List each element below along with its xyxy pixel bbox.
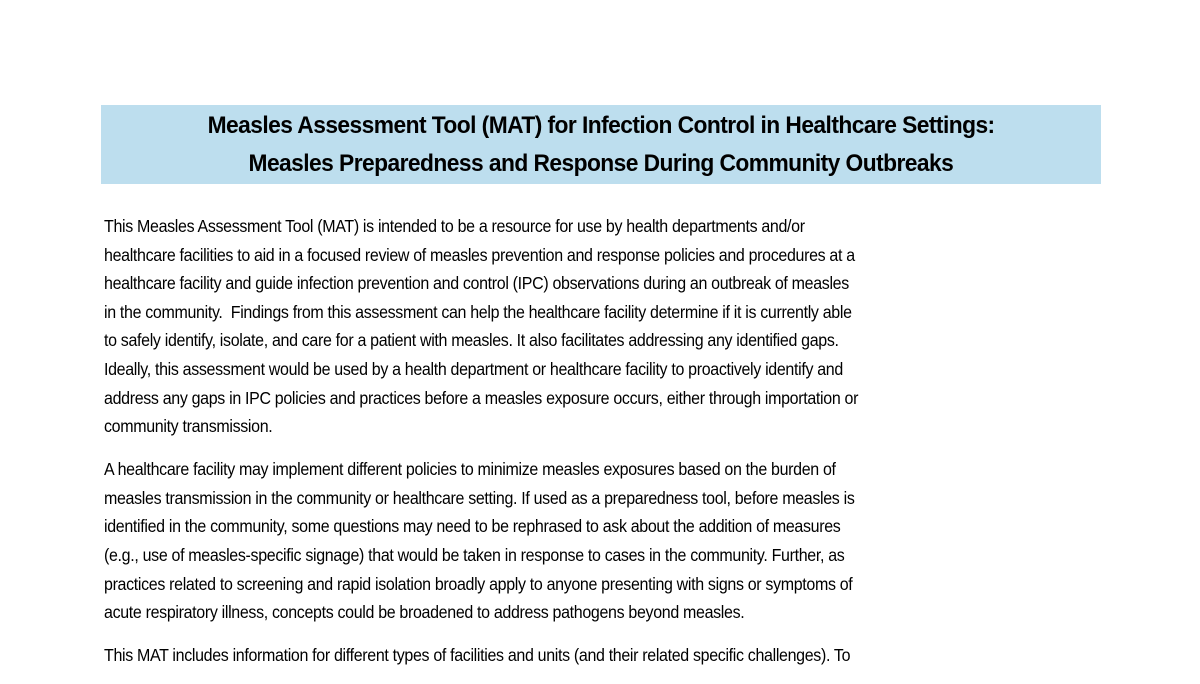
paragraph-policies [104, 455, 1104, 627]
text-line: practices related to screening and rapid isolation broadly apply to anyone presenting with signs or symptoms of [104, 573, 853, 594]
text-line: (e.g., use of measles-specific signage) that would be taken in response to cases in the community. Further, as [104, 545, 845, 566]
text-line: A healthcare facility may implement different policies to minimize measles exposures based on the burden of [104, 459, 836, 480]
document-body [104, 212, 1104, 684]
title-banner [101, 105, 1101, 184]
text-line: identified in the community, some questions may need to be rephrased to ask about the addition of measures [104, 516, 841, 537]
text-line: community transmission. [104, 416, 273, 437]
text-line: measles transmission in the community or healthcare setting. If used as a preparedness tool, before measles is [104, 487, 855, 508]
text-line: healthcare facilities to aid in a focused review of measles prevention and response policies and procedures at a [104, 244, 855, 265]
text-line: healthcare facility and guide infection prevention and control (IPC) observations during an outbreak of measles [104, 273, 849, 294]
document-title-line-2: Measles Preparedness and Response During Community Outbreaks [248, 149, 954, 177]
document-title-line-1: Measles Assessment Tool (MAT) for Infection Control in Healthcare Settings: [207, 111, 995, 139]
text-line: acute respiratory illness, concepts could be broadened to address pathogens beyond measles. [104, 602, 745, 623]
text-line: in the community. Findings from this assessment can help the healthcare facility determine if it is currently able [104, 301, 852, 322]
text-line: Ideally, this assessment would be used by a health department or healthcare facility to proactively identify and [104, 358, 843, 379]
paragraph-facility-types [104, 641, 1104, 670]
text-line: address any gaps in IPC policies and practices before a measles exposure occurs, either through importation or [104, 387, 859, 408]
paragraph-intro [104, 212, 1104, 441]
text-line: This Measles Assessment Tool (MAT) is intended to be a resource for use by health departments and/or [104, 216, 805, 236]
text-line: to safely identify, isolate, and care for a patient with measles. It also facilitates addressing any identified gaps. [104, 330, 839, 351]
text-line: This MAT includes information for different types of facilities and units (and their related specific challenges). To [104, 645, 851, 666]
